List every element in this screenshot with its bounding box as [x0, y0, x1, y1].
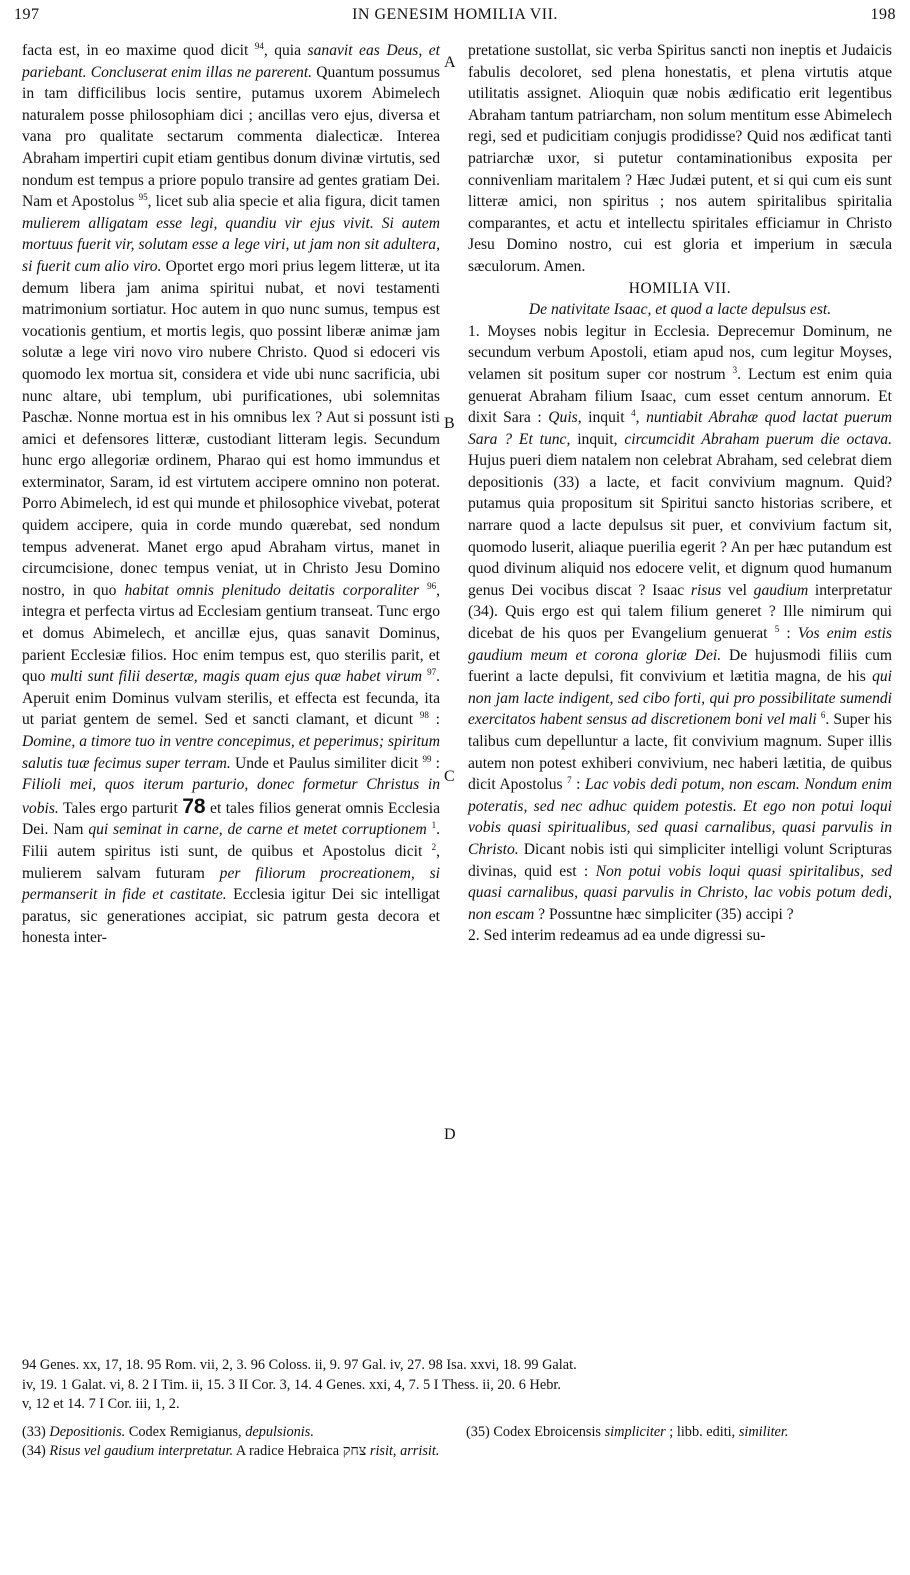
left-column: [22, 40, 440, 949]
text-run: , licet sub alia specie et alia figura, dicit tamen: [147, 193, 440, 211]
paragraph: [468, 40, 892, 278]
italic-text: qui seminat in carne, de carne et metet corruptionem: [88, 821, 427, 839]
text-run: . Super his talibus cum depelluntur a lacte, fit convivium magnum. Super illis autem non potest exhiberi convivium, nec haberi lætitia, de quibus dicit Apostolus: [468, 711, 892, 794]
text-run: vel: [721, 581, 754, 599]
margin-letter-a: A: [444, 54, 456, 71]
italic-text: nuntiabit Abrahæ quod lactat puerum Sara ? Et tunc,: [468, 409, 892, 448]
note-35: (35) Codex Ebroicensis simpliciter ; libb. editi, similiter.: [466, 1424, 789, 1440]
note-34: (34) Risus vel gaudium interpretatur. A radice Hebraica צחק risit, arrisit.: [22, 1443, 440, 1459]
text-run: . Aperuit enim Dominus vulvam sterilis, et effecta est fecunda, ita ut pariat gentem de semel. Sed et sancti clamant, et dicunt: [22, 668, 440, 729]
margin-letter-d: D: [444, 1126, 456, 1143]
text-run: , integra et perfecta virtus ad Ecclesiam gentium transeat. Tunc ergo et domus Abimelech, et ancillæ ejus, quas sanavit Dominus, parient Ecclesiæ filios. Hoc enim tempus est, quo sterilis parit, et quo: [22, 581, 440, 686]
running-title: IN GENESIM HOMILIA VII.: [352, 6, 558, 23]
footnote-line: iv, 19. 1 Galat. vi, 8. 2 I Tim. ii, 15. 3 II Cor. 3, 14. 4 Genes. xxi, 4, 7. 5 I Thess. ii, 20. 6 Hebr.: [22, 1376, 561, 1393]
paragraph: [468, 925, 892, 947]
note-33: (33) Depositionis. Codex Remigianus, depulsionis.: [22, 1424, 314, 1440]
italic-text: per filiorum procreationem, si permanserit in fide et castitate.: [22, 864, 440, 904]
text-run: ,: [635, 409, 647, 427]
text-run: , inquit: [577, 409, 632, 427]
paragraph: [22, 40, 440, 949]
editorial-notes-right: [466, 1423, 892, 1442]
text-run: ? Possuntne hæc simpliciter (35) accipi ?: [534, 905, 794, 923]
text-run: interpretatur (34). Quis ergo est qui talem filium generet ? Ille nimirum qui dicebat de his quos per Evangelium genuerat: [468, 581, 892, 643]
homily-subtitle: De nativitate Isaac, et quod a lacte depulsus est.: [528, 301, 832, 319]
footnote-line: v, 12 et 14. 7 I Cor. iii, 1, 2.: [22, 1396, 180, 1412]
italic-text: habitat omnis plenitudo deitatis corporaliter: [124, 581, 420, 599]
italic-text: circumcidit Abraham puerum die octava.: [624, 430, 892, 448]
text-run: Tales ergo parturit: [58, 799, 183, 817]
text-run: Oportet ergo mori prius legem litteræ, ut ita demum libera jam anima spiritui nubat, et novi testamenti matrimonium sortiatur. Hoc autem in quo nunc sumus, tempus est vocationis gentium, et mortis legis, quo possint liberæ animæ jam solutæ a lege viri novo viro nubere Christo. Quod si edoceri vis quomodo lex mortua sit, considera et vide ubi nunc sacrificia, ubi nunc altare, ubi templum, ubi purificationes, ubi solemnitas Paschæ. Nonne mortua est in his omnibus lex ? Aut si possunt isti amici et defensores litteræ, custodiant litteram legis. Secundum hunc ergo allegoriæ ordinem, Pharao qui est homo immundus et exterminator, Saram, id est virtutem accipere omnino non poterat. Porro Abimelech, id est qui munde et philosophice vivebat, poterat quidem accipere, quia in corde mundo quærebat, sed nondum tempus advenerat. Manet ergo apud Abraham virtus, manet in circumcisione, donec tempus veniat, ut in Christo Jesu Domino nostro, in quo: [22, 257, 440, 599]
text-run: , mulierem salvam futuram: [22, 842, 440, 882]
footnote-ref: 94: [254, 40, 264, 51]
italic-text: gaudium: [753, 581, 809, 599]
text-run: Unde et Paulus similiter dicit: [230, 754, 423, 772]
footnote-ref: 98: [419, 710, 429, 721]
text-run: . Lectum est enim quia genuerat Abraham filium Isaac, cum esset centum annorum. Et dixit Sara :: [468, 365, 893, 427]
italic-text: risus: [690, 581, 722, 599]
italic-text: Non potui vobis loqui quasi spiritalibus, sed quasi carnalibus, quasi parvulis in Christo, lac vobis potum dedi, non escam: [468, 862, 892, 923]
text-run: De hujusmodi filiis cum fuerint a lacte depulsi, fit convivium et lætitia magna, de his: [468, 646, 893, 686]
footnote-ref: 1: [431, 820, 437, 831]
text-run: et tales filios generat omnis Ecclesia Dei. Nam: [22, 799, 440, 839]
text-run: 1. Moyses nobis legitur in Ecclesia. Deprecemur Dominum, ne secundum verbum Apostoli, etiam apud nos, cum legitur Moyses, velamen sit positum super cor nostrum: [468, 322, 892, 383]
hebrew-root: צחק: [342, 1443, 367, 1459]
text-run: facta est, in eo maxime quod dicit: [22, 42, 255, 59]
text-run: pretatione sustollat, sic verba Spiritus sancti non ineptis et Judaicis fabulis decoloret, sed plena honestatis, et plena virtutis atque utilitatis assignet. Alioquin quæ nobis ædificatio erit legentibus Abraham tantum patriarcham, non solum mentitum esse Abimelech regi, sed et pudicitiam conjugis prodidisse? Quid nos ædificat tanti patriarchæ uxor, si putetur contaminationibus exposita per connivenliam maritalem ? Hæc Judæi putent, et si qui cum eis sunt litteræ amici, non spiritus ; nos autem spiritalibus spiritalia comparantes, et actu et intellectu spiritales efficiamur in Christo Jesu Domino nostro, cui est gloria et imperium in sæcula sæculorum. Amen.: [468, 42, 892, 275]
footnote-ref: 4: [631, 407, 636, 418]
footnote-ref: 99: [422, 753, 432, 764]
footnote-ref: 2: [431, 841, 437, 852]
text-run: Hujus pueri diem natalem non celebrat Abraham, sed celebrat diem depositionis (33) a lacte, et facit convivium magnum. Quid? putamus quia propositum sit Spiritui sancto historias scribere, et narrare quod a lacte depulsus sit puer, et convivium factum sit, quomodo luserit, aliaque puerilia egerit ? An per hæc putandum est quod divinum aliquid nos edocere velit, et dignum quod humanum genus Dei vocibus discat ? Isaac: [468, 452, 892, 599]
footnote-ref: 95: [138, 191, 148, 202]
footnote-line: 94 Genes. xx, 17, 18. 95 Rom. vii, 2, 3. 96 Coloss. ii, 9. 97 Gal. iv, 27. 98 Isa. xxvi, 18. 99 Galat.: [22, 1357, 577, 1373]
right-column-text-after-title: [468, 321, 892, 947]
footnote-ref: 97: [427, 667, 437, 678]
footnote-ref: 7: [567, 775, 572, 785]
paragraph: [468, 321, 892, 926]
text-run: 2. Sed interim redeamus ad ea unde digressi su-: [468, 927, 766, 945]
italic-text: sanavit eas Deus, et pariebant. Concluserat enim illas ne parerent.: [22, 42, 440, 81]
text-run: . Filii autem spiritus isti sunt, de quibus et Apostolus dicit: [22, 821, 440, 860]
italic-text: qui non jam lacte indigent, sed cibo forti, qui pro possibilitate sumendi exercitatos habent sensus ad discretionem boni vel mali: [468, 668, 892, 729]
margin-letter-b: B: [444, 415, 455, 432]
italic-text: mulierem alligatam esse legi, quandiu vir ejus vivit. Si autem mortuus fuerit vir, solutam esse a lege viri, ut jam non sit adultera, si fuerit cum alio viro.: [22, 214, 440, 275]
page-number-left: 197: [14, 6, 40, 23]
italic-text: Domine, a timore tuo in ventre concepimus, et peperimus; spiritum salutis tuæ fecimus super terram.: [22, 733, 440, 772]
text-run: :: [431, 754, 440, 772]
text-run: [419, 582, 427, 599]
text-run: :: [428, 711, 440, 729]
italic-text: Quis: [548, 409, 578, 427]
text-run: , quia: [263, 42, 308, 59]
italic-text: multi sunt filii desertæ, magis quam ejus quæ habet virum: [50, 668, 423, 686]
italic-text: Lac vobis dedi potum, non escam. Nondum enim poteratis, sed nec adhuc quidem potestis. Et ego non potui loqui vobis quasi spiritualibus, sed quasi carnalibus, quasi parvulis in Christo.: [468, 776, 892, 858]
footnote-ref: 96: [427, 580, 437, 591]
footnote-ref: 5: [774, 623, 780, 634]
homily-title: HOMILIA VII.: [628, 279, 732, 297]
scripture-footnotes: [22, 1356, 892, 1415]
page-header: [14, 4, 896, 26]
text-run: inquit,: [570, 430, 625, 448]
italic-text: Filioli mei, quos iterum parturio, donec formetur Christus in vobis.: [22, 776, 440, 817]
text-run: :: [571, 776, 585, 794]
right-column: [468, 40, 892, 947]
text-run: Quantum possumus in tam difficilibus locis sentire, putamus uxorem Abimelech naturalem posse philosophiam dici ; ancillas vero ejus, diversa et vana pro qualitate sectarum commenta dialecticæ. Interea Abraham impertiri cupit etiam gentibus donum divinæ virtutis, sed nondum est tempus a priore populo transire ad gentes gratiam Dei. Nam et Apostolus: [22, 63, 440, 211]
italic-text: Vos enim estis gaudium meum et corona gloriæ Dei.: [468, 625, 892, 664]
page-marker: 78: [182, 794, 206, 818]
text-run: :: [779, 625, 798, 643]
page-number-right: 198: [870, 6, 896, 23]
footnote-ref: 6: [820, 710, 826, 721]
text-run: Dicant nobis isti qui simpliciter intelligi volunt Scripturas divinas, quid est :: [468, 840, 892, 880]
margin-letter-c: C: [444, 768, 455, 785]
text-run: Ecclesia igitur Dei sic intelligat paratus, sic generationes accipiat, sic patrum gesta decora et honesta inter-: [22, 886, 440, 947]
right-column-text-before-title: [468, 40, 892, 278]
footnote-ref: 3: [732, 364, 738, 375]
editorial-notes-left: [22, 1423, 452, 1461]
